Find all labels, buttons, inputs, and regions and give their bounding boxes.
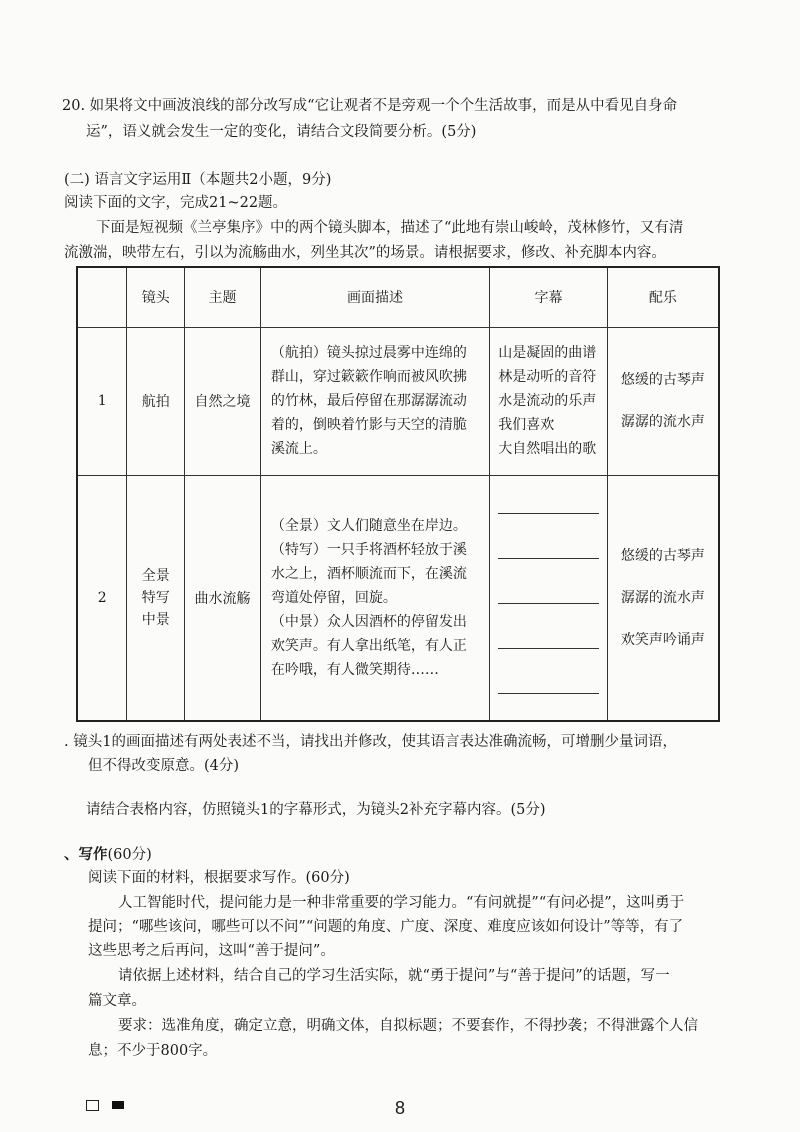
music-line: 悠缓的古琴声 — [620, 547, 705, 564]
writing-material-line: 提问；“哪些该问，哪些可以不问”“问题的角度、广度、深度、难度应该如何设计”等等，有了 — [88, 919, 684, 935]
header-shot: 镜头 — [127, 267, 185, 327]
question-20-line1: 20. 如果将文中画波浪线的部分改写成“它让观者不是旁观一个个生活故事，而是从中看见自身命 — [62, 98, 678, 114]
caption-line: 山是凝固的曲谱 — [498, 345, 597, 361]
filled-rect-mark — [112, 1101, 124, 1109]
row2-theme: 曲水流觞 — [185, 475, 261, 721]
row2-caption-blanks[interactable] — [490, 475, 608, 721]
desc-line: 欢笑声。有人拿出纸笔，有人正 — [270, 637, 467, 654]
desc-line: 在吟哦，有人微笑期待…… — [270, 661, 439, 678]
row1-shot: 航拍 — [127, 327, 185, 475]
shot-type: 中景 — [141, 611, 170, 628]
table-header-row — [77, 267, 719, 327]
question-21-line2: 但不得改变原意。(4分) — [88, 758, 240, 774]
section-2-intro-line2: 流激湍，映带左右，引以为流觞曲水，列坐其次”的场景。请根据要求，修改、补充脚本内容。 — [64, 245, 666, 261]
writing-title: 、写作 — [64, 846, 108, 863]
header-music: 配乐 — [607, 267, 719, 327]
caption-blank-line[interactable] — [498, 575, 599, 604]
open-square-mark — [86, 1100, 99, 1111]
section-2-title: (二) 语言文字运用Ⅱ（本题共2小题，9分) — [64, 172, 332, 188]
writing-material-line: 人工智能时代，提问能力是一种非常重要的学习能力。“有问就提”“有问必提”，这叫勇于 — [118, 895, 685, 911]
caption-line: 水是流动的乐声 — [498, 393, 597, 409]
writing-prompt-line: 请依据上述材料，结合自己的学习生活实际，就“勇于提问”与“善于提问”的话题，写一 — [118, 968, 670, 984]
desc-line: 溪流上。 — [270, 441, 327, 457]
writing-prompt-line: 篇文章。 — [88, 993, 146, 1009]
question-20-line2: 运”，语义就会发生一定的变化，请结合文段简要分析。(5分) — [86, 124, 477, 140]
writing-requirement-line: 要求：选准角度，确定立意，明确文体，自拟标题；不要套作，不得抄袭；不得泄露个人信 — [118, 1018, 698, 1034]
header-caption: 字幕 — [490, 267, 608, 327]
section-2-intro-line1: 下面是短视频《兰亭集序》中的两个镜头脚本，描述了“此地有崇山峻岭，茂林修竹，又有清 — [96, 220, 684, 236]
row1-number: 1 — [77, 327, 127, 475]
row2-number: 2 — [77, 475, 127, 721]
caption-line: 林是动听的音符 — [498, 369, 597, 385]
header-theme: 主题 — [185, 267, 261, 327]
table-row — [77, 475, 719, 721]
row2-music — [607, 475, 719, 721]
music-line: 悠缓的古琴声 — [620, 372, 705, 388]
row2-description — [260, 475, 489, 721]
music-line: 欢笑声吟诵声 — [620, 631, 705, 648]
music-line: 潺潺的流水声 — [620, 589, 705, 606]
desc-line: 的竹林，最后停留在那潺潺流动 — [270, 393, 467, 409]
caption-blank-line[interactable] — [498, 620, 599, 649]
caption-line: 大自然唱出的歌 — [498, 441, 597, 457]
video-script-table — [76, 266, 720, 722]
section-2-instruction: 阅读下面的文字，完成21~22题。 — [64, 195, 288, 211]
caption-line: 我们喜欢 — [498, 417, 555, 433]
table-row — [77, 327, 719, 475]
writing-material-line: 这些思考之后再问，这叫“善于提问”。 — [88, 943, 335, 959]
row1-description — [260, 327, 489, 475]
header-description: 画面描述 — [260, 267, 489, 327]
writing-section-title — [64, 845, 152, 865]
row1-theme: 自然之境 — [185, 327, 261, 475]
caption-blank-line[interactable] — [498, 485, 599, 514]
desc-line: 着的，倒映着竹影与天空的清脆 — [270, 417, 467, 433]
writing-score: (60分) — [107, 847, 152, 863]
writing-requirement-line: 息；不少于800字。 — [88, 1043, 218, 1059]
desc-line: 群山，穿过簌簌作响而被风吹拂 — [270, 369, 467, 385]
question-21-line1: . 镜头1的画面描述有两处表述不当，请找出并修改，使其语言表达准确流畅，可增删少量词语， — [64, 734, 677, 750]
caption-blank-line[interactable] — [498, 530, 599, 559]
row2-shot — [127, 475, 185, 721]
caption-blank-line[interactable] — [498, 665, 599, 694]
desc-line: （航拍）镜头掠过晨雾中连绵的 — [270, 345, 467, 361]
shot-type: 特写 — [141, 589, 170, 606]
row1-music — [607, 327, 719, 475]
desc-line: （全景）文人们随意坐在岸边。 — [270, 517, 467, 534]
desc-line: 水之上，酒杯顺流而下，在溪流 — [270, 565, 467, 582]
page-number: 8 — [395, 1098, 406, 1118]
shot-type: 全景 — [141, 567, 170, 584]
desc-line: （特写）一只手将酒杯轻放于溪 — [270, 541, 467, 558]
header-index — [77, 267, 127, 327]
question-22: 请结合表格内容，仿照镜头1的字幕形式，为镜头2补充字幕内容。(5分) — [86, 802, 546, 818]
desc-line: 弯道处停留，回旋。 — [270, 589, 397, 606]
writing-instruction: 阅读下面的材料，根据要求写作。(60分) — [88, 870, 350, 886]
row1-caption — [490, 327, 608, 475]
music-line: 潺潺的流水声 — [620, 414, 705, 430]
desc-line: （中景）众人因酒杯的停留发出 — [270, 613, 467, 630]
